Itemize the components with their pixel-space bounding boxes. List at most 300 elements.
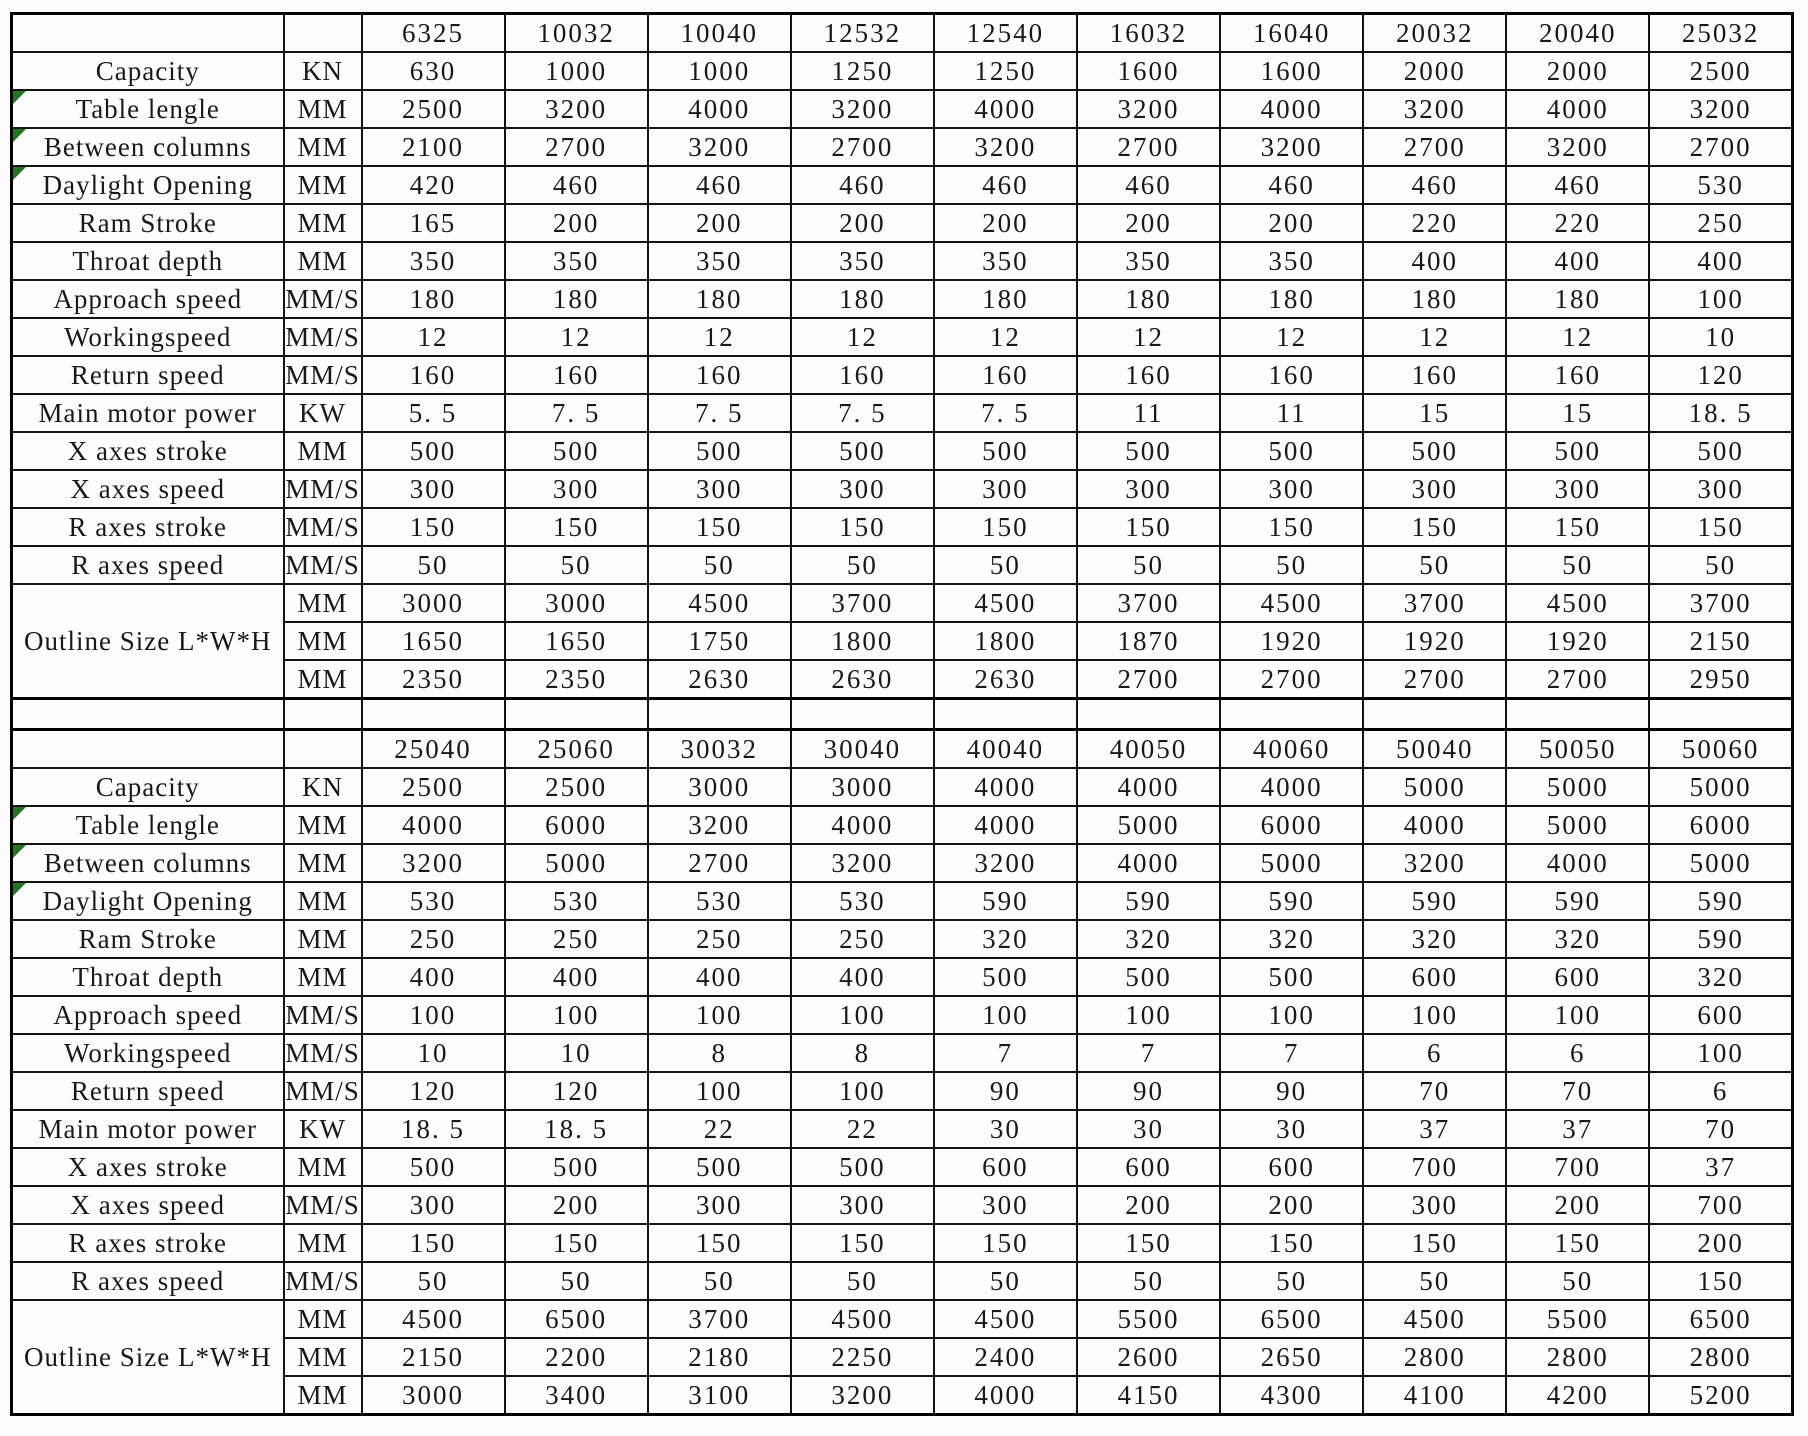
table-row	[12, 394, 1793, 432]
value-cell: 300	[648, 1186, 791, 1224]
value-cell: 460	[1506, 166, 1649, 204]
unit-cell: MM	[284, 622, 362, 660]
value-cell: 150	[1363, 1224, 1506, 1262]
unit-cell: MM/S	[284, 996, 362, 1034]
value-cell: 160	[934, 356, 1077, 394]
table-row	[12, 52, 1793, 90]
value-cell: 350	[362, 242, 505, 280]
value-cell: 180	[934, 280, 1077, 318]
value-cell: 12	[791, 318, 934, 356]
empty-cell	[1649, 700, 1792, 728]
value-cell: 250	[648, 920, 791, 958]
value-cell: 120	[362, 1072, 505, 1110]
value-cell: 50	[1077, 1262, 1220, 1300]
value-cell: 150	[648, 1224, 791, 1262]
value-cell: 4500	[791, 1300, 934, 1338]
value-cell: 590	[1363, 882, 1506, 920]
value-cell: 150	[791, 1224, 934, 1262]
value-cell: 1800	[791, 622, 934, 660]
value-cell: 12	[505, 318, 648, 356]
row-label-cell	[12, 1110, 284, 1148]
value-cell: 2500	[362, 90, 505, 128]
spec-table-lower	[10, 728, 1794, 1416]
row-label-cell	[12, 958, 284, 996]
empty-cell	[1220, 700, 1363, 728]
label-text: Between columns	[43, 847, 252, 878]
empty-cell	[791, 700, 934, 728]
unit-cell: MM	[284, 242, 362, 280]
value-cell: 2150	[1649, 622, 1792, 660]
value-cell: 300	[934, 1186, 1077, 1224]
value-cell: 3200	[1506, 128, 1649, 166]
value-cell: 15	[1506, 394, 1649, 432]
value-cell: 50	[362, 1262, 505, 1300]
value-cell: 4000	[1220, 768, 1363, 806]
table-row	[12, 432, 1793, 470]
value-cell: 220	[1363, 204, 1506, 242]
row-label-cell	[12, 52, 284, 90]
unit-cell: MM	[284, 204, 362, 242]
value-cell: 4200	[1506, 1376, 1649, 1415]
value-cell: 4500	[1506, 584, 1649, 622]
label-text: Outline Size L*W*H	[24, 625, 272, 656]
value-cell: 420	[362, 166, 505, 204]
value-cell: 90	[1077, 1072, 1220, 1110]
value-cell: 4500	[934, 1300, 1077, 1338]
value-cell: 2630	[791, 660, 934, 699]
cell-flag-icon	[13, 883, 26, 896]
table-row	[12, 1300, 1793, 1338]
value-cell: 4000	[362, 806, 505, 844]
value-cell: 2100	[362, 128, 505, 166]
value-cell: 2800	[1649, 1338, 1792, 1376]
value-cell: 1870	[1077, 622, 1220, 660]
value-cell: 2200	[505, 1338, 648, 1376]
table-row	[12, 242, 1793, 280]
value-cell: 180	[648, 280, 791, 318]
value-cell: 250	[791, 920, 934, 958]
value-cell: 530	[505, 882, 648, 920]
value-cell: 500	[505, 432, 648, 470]
value-cell: 100	[1363, 996, 1506, 1034]
table-row	[12, 996, 1793, 1034]
value-cell: 160	[1077, 356, 1220, 394]
value-cell: 180	[505, 280, 648, 318]
value-cell: 300	[934, 470, 1077, 508]
label-text: Main motor power	[38, 397, 257, 428]
value-cell: 400	[362, 958, 505, 996]
value-cell: 500	[1220, 958, 1363, 996]
value-cell: 150	[505, 1224, 648, 1262]
value-cell: 300	[1363, 470, 1506, 508]
value-cell: 400	[791, 958, 934, 996]
row-label-cell	[12, 768, 284, 806]
value-cell: 3200	[934, 128, 1077, 166]
unit-cell: MM	[284, 128, 362, 166]
value-cell: 460	[1077, 166, 1220, 204]
value-cell: 50	[1506, 546, 1649, 584]
value-cell: 3400	[505, 1376, 648, 1415]
value-cell: 70	[1363, 1072, 1506, 1110]
model-header-cell: 16040	[1220, 14, 1363, 53]
value-cell: 37	[1363, 1110, 1506, 1148]
value-cell: 5500	[1077, 1300, 1220, 1338]
unit-cell: KW	[284, 394, 362, 432]
value-cell: 120	[505, 1072, 648, 1110]
value-cell: 2500	[362, 768, 505, 806]
unit-cell: MM	[284, 1376, 362, 1415]
empty-cell	[1077, 700, 1220, 728]
value-cell: 320	[1649, 958, 1792, 996]
value-cell: 5000	[1077, 806, 1220, 844]
value-cell: 150	[934, 1224, 1077, 1262]
value-cell: 3700	[791, 584, 934, 622]
label-text: R axes stroke	[68, 511, 227, 542]
value-cell: 2350	[505, 660, 648, 699]
table-row	[12, 1072, 1793, 1110]
value-cell: 2630	[934, 660, 1077, 699]
value-cell: 500	[1363, 432, 1506, 470]
unit-cell: MM/S	[284, 318, 362, 356]
value-cell: 3200	[362, 844, 505, 882]
value-cell: 2700	[1220, 660, 1363, 699]
value-cell: 500	[1649, 432, 1792, 470]
value-cell: 320	[1077, 920, 1220, 958]
value-cell: 50	[791, 546, 934, 584]
unit-cell: MM/S	[284, 1262, 362, 1300]
value-cell: 3000	[362, 584, 505, 622]
row-label-cell	[12, 844, 284, 882]
value-cell: 2500	[505, 768, 648, 806]
label-text: Table lengle	[75, 809, 220, 840]
row-label-cell	[12, 356, 284, 394]
value-cell: 50	[934, 546, 1077, 584]
value-cell: 590	[1506, 882, 1649, 920]
model-header-cell: 50050	[1506, 730, 1649, 769]
outline-label-cell	[12, 1300, 284, 1415]
value-cell: 4500	[1363, 1300, 1506, 1338]
value-cell: 70	[1506, 1072, 1649, 1110]
value-cell: 90	[934, 1072, 1077, 1110]
value-cell: 2600	[1077, 1338, 1220, 1376]
value-cell: 300	[1077, 470, 1220, 508]
unit-cell: MM/S	[284, 546, 362, 584]
value-cell: 200	[505, 204, 648, 242]
unit-cell: KN	[284, 768, 362, 806]
value-cell: 3200	[1077, 90, 1220, 128]
value-cell: 200	[1506, 1186, 1649, 1224]
table-row	[12, 128, 1793, 166]
value-cell: 400	[1506, 242, 1649, 280]
value-cell: 4000	[1220, 90, 1363, 128]
value-cell: 4000	[934, 1376, 1077, 1415]
unit-cell: MM	[284, 1300, 362, 1338]
value-cell: 50	[791, 1262, 934, 1300]
value-cell: 5500	[1506, 1300, 1649, 1338]
value-cell: 350	[791, 242, 934, 280]
value-cell: 300	[1506, 470, 1649, 508]
model-header-cell: 20040	[1506, 14, 1649, 53]
value-cell: 300	[1220, 470, 1363, 508]
unit-cell: MM/S	[284, 508, 362, 546]
value-cell: 6	[1506, 1034, 1649, 1072]
value-cell: 18. 5	[1649, 394, 1792, 432]
empty-cell	[648, 700, 791, 728]
value-cell: 2150	[362, 1338, 505, 1376]
value-cell: 2800	[1363, 1338, 1506, 1376]
value-cell: 37	[1649, 1148, 1792, 1186]
label-text: Workingspeed	[64, 1037, 232, 1068]
value-cell: 30	[1077, 1110, 1220, 1148]
table-row	[12, 356, 1793, 394]
value-cell: 2700	[1363, 128, 1506, 166]
value-cell: 150	[1363, 508, 1506, 546]
value-cell: 180	[362, 280, 505, 318]
value-cell: 6	[1649, 1072, 1792, 1110]
value-cell: 3200	[505, 90, 648, 128]
value-cell: 530	[1649, 166, 1792, 204]
value-cell: 500	[505, 1148, 648, 1186]
value-cell: 500	[648, 1148, 791, 1186]
value-cell: 3200	[1363, 844, 1506, 882]
value-cell: 4500	[362, 1300, 505, 1338]
value-cell: 4500	[648, 584, 791, 622]
value-cell: 500	[791, 432, 934, 470]
value-cell: 3200	[791, 844, 934, 882]
value-cell: 12	[1220, 318, 1363, 356]
model-header-cell: 10032	[505, 14, 648, 53]
label-text: Return speed	[70, 1075, 225, 1106]
value-cell: 300	[791, 1186, 934, 1224]
value-cell: 11	[1220, 394, 1363, 432]
table-row	[12, 882, 1793, 920]
value-cell: 22	[791, 1110, 934, 1148]
value-cell: 150	[1506, 1224, 1649, 1262]
value-cell: 6000	[505, 806, 648, 844]
value-cell: 350	[505, 242, 648, 280]
unit-cell: MM/S	[284, 1034, 362, 1072]
value-cell: 6500	[1220, 1300, 1363, 1338]
empty-cell	[505, 700, 648, 728]
value-cell: 12	[648, 318, 791, 356]
model-header-cell: 6325	[362, 14, 505, 53]
value-cell: 2000	[1363, 52, 1506, 90]
label-text: Capacity	[95, 771, 200, 802]
value-cell: 150	[1220, 508, 1363, 546]
table-row	[12, 584, 1793, 622]
table-row	[12, 958, 1793, 996]
model-header-cell: 30032	[648, 730, 791, 769]
value-cell: 3200	[648, 128, 791, 166]
unit-cell: MM	[284, 1148, 362, 1186]
value-cell: 50	[1077, 546, 1220, 584]
value-cell: 250	[362, 920, 505, 958]
value-cell: 3200	[1220, 128, 1363, 166]
value-cell: 400	[1363, 242, 1506, 280]
value-cell: 100	[791, 996, 934, 1034]
value-cell: 50	[1363, 546, 1506, 584]
value-cell: 100	[1649, 1034, 1792, 1072]
value-cell: 5000	[1506, 768, 1649, 806]
row-label-cell	[12, 1072, 284, 1110]
value-cell: 3200	[791, 90, 934, 128]
unit-cell: MM/S	[284, 356, 362, 394]
row-label-cell	[12, 806, 284, 844]
value-cell: 500	[362, 432, 505, 470]
label-text: Table lengle	[75, 93, 220, 124]
value-cell: 1000	[648, 52, 791, 90]
value-cell: 180	[1077, 280, 1220, 318]
table-row	[12, 546, 1793, 584]
model-header-cell: 20032	[1363, 14, 1506, 53]
label-text: X axes stroke	[67, 435, 228, 466]
value-cell: 8	[648, 1034, 791, 1072]
value-cell: 500	[362, 1148, 505, 1186]
value-cell: 7	[1077, 1034, 1220, 1072]
value-cell: 12	[1363, 318, 1506, 356]
value-cell: 200	[1077, 204, 1220, 242]
value-cell: 150	[1077, 508, 1220, 546]
model-header-cell: 25060	[505, 730, 648, 769]
value-cell: 1920	[1363, 622, 1506, 660]
value-cell: 4500	[1220, 584, 1363, 622]
cell-flag-icon	[13, 845, 26, 858]
row-label-cell	[12, 508, 284, 546]
value-cell: 3200	[791, 1376, 934, 1415]
unit-cell: MM/S	[284, 1186, 362, 1224]
value-cell: 3700	[1363, 584, 1506, 622]
value-cell: 4100	[1363, 1376, 1506, 1415]
unit-cell: KN	[284, 52, 362, 90]
empty-cell	[362, 700, 505, 728]
value-cell: 200	[1649, 1224, 1792, 1262]
value-cell: 200	[505, 1186, 648, 1224]
value-cell: 2700	[1077, 128, 1220, 166]
value-cell: 165	[362, 204, 505, 242]
value-cell: 700	[1649, 1186, 1792, 1224]
value-cell: 2700	[1077, 660, 1220, 699]
value-cell: 18. 5	[505, 1110, 648, 1148]
value-cell: 2950	[1649, 660, 1792, 699]
value-cell: 2630	[648, 660, 791, 699]
value-cell: 590	[1649, 882, 1792, 920]
value-cell: 100	[934, 996, 1077, 1034]
value-cell: 12	[934, 318, 1077, 356]
machine-spec-sheet	[10, 12, 1794, 1416]
value-cell: 2500	[1649, 52, 1792, 90]
value-cell: 90	[1220, 1072, 1363, 1110]
value-cell: 5200	[1649, 1376, 1792, 1415]
value-cell: 150	[362, 508, 505, 546]
value-cell: 180	[791, 280, 934, 318]
label-text: X axes speed	[70, 1189, 225, 1220]
value-cell: 530	[362, 882, 505, 920]
model-header-cell: 40060	[1220, 730, 1363, 769]
label-text: X axes speed	[70, 473, 225, 504]
spec-table-upper	[10, 12, 1794, 700]
value-cell: 160	[791, 356, 934, 394]
unit-cell: MM/S	[284, 470, 362, 508]
value-cell: 160	[1363, 356, 1506, 394]
value-cell: 4000	[1506, 90, 1649, 128]
value-cell: 590	[934, 882, 1077, 920]
value-cell: 100	[362, 996, 505, 1034]
label-text: Ram Stroke	[78, 923, 217, 954]
value-cell: 3000	[791, 768, 934, 806]
cell-flag-icon	[13, 807, 26, 820]
model-header-cell: 10040	[648, 14, 791, 53]
value-cell: 3200	[648, 806, 791, 844]
value-cell: 1600	[1077, 52, 1220, 90]
value-cell: 7	[934, 1034, 1077, 1072]
label-text: Throat depth	[72, 245, 224, 276]
table-row	[12, 806, 1793, 844]
value-cell: 150	[1649, 1262, 1792, 1300]
value-cell: 4300	[1220, 1376, 1363, 1415]
value-cell: 15	[1363, 394, 1506, 432]
value-cell: 50	[934, 1262, 1077, 1300]
table-row	[12, 1110, 1793, 1148]
empty-cell	[12, 700, 284, 728]
value-cell: 700	[1506, 1148, 1649, 1186]
value-cell: 100	[1077, 996, 1220, 1034]
value-cell: 500	[1506, 432, 1649, 470]
table-row	[12, 730, 1793, 769]
value-cell: 100	[505, 996, 648, 1034]
table-row	[12, 844, 1793, 882]
row-label-cell	[12, 204, 284, 242]
value-cell: 2180	[648, 1338, 791, 1376]
value-cell: 220	[1506, 204, 1649, 242]
table-row	[12, 1148, 1793, 1186]
value-cell: 160	[362, 356, 505, 394]
value-cell: 7. 5	[934, 394, 1077, 432]
empty-cell	[934, 700, 1077, 728]
label-text: Approach speed	[53, 999, 243, 1030]
value-cell: 500	[1220, 432, 1363, 470]
value-cell: 300	[791, 470, 934, 508]
value-cell: 320	[1506, 920, 1649, 958]
value-cell: 320	[934, 920, 1077, 958]
value-cell: 500	[934, 958, 1077, 996]
label-text: Return speed	[70, 359, 225, 390]
table-row	[12, 768, 1793, 806]
value-cell: 590	[1220, 882, 1363, 920]
cell-flag-icon	[13, 167, 26, 180]
model-header-cell: 50040	[1363, 730, 1506, 769]
value-cell: 2400	[934, 1338, 1077, 1376]
value-cell: 250	[505, 920, 648, 958]
value-cell: 4000	[1077, 844, 1220, 882]
unit-cell: MM	[284, 166, 362, 204]
value-cell: 2700	[648, 844, 791, 882]
unit-cell: MM	[284, 584, 362, 622]
value-cell: 160	[648, 356, 791, 394]
value-cell: 350	[648, 242, 791, 280]
value-cell: 200	[1077, 1186, 1220, 1224]
value-cell: 500	[934, 432, 1077, 470]
label-text: Outline Size L*W*H	[24, 1341, 272, 1372]
value-cell: 4000	[1363, 806, 1506, 844]
value-cell: 3700	[1649, 584, 1792, 622]
value-cell: 2800	[1506, 1338, 1649, 1376]
outline-label-cell	[12, 584, 284, 699]
value-cell: 180	[1506, 280, 1649, 318]
value-cell: 460	[791, 166, 934, 204]
model-header-cell: 12532	[791, 14, 934, 53]
table-row	[12, 470, 1793, 508]
value-cell: 500	[648, 432, 791, 470]
